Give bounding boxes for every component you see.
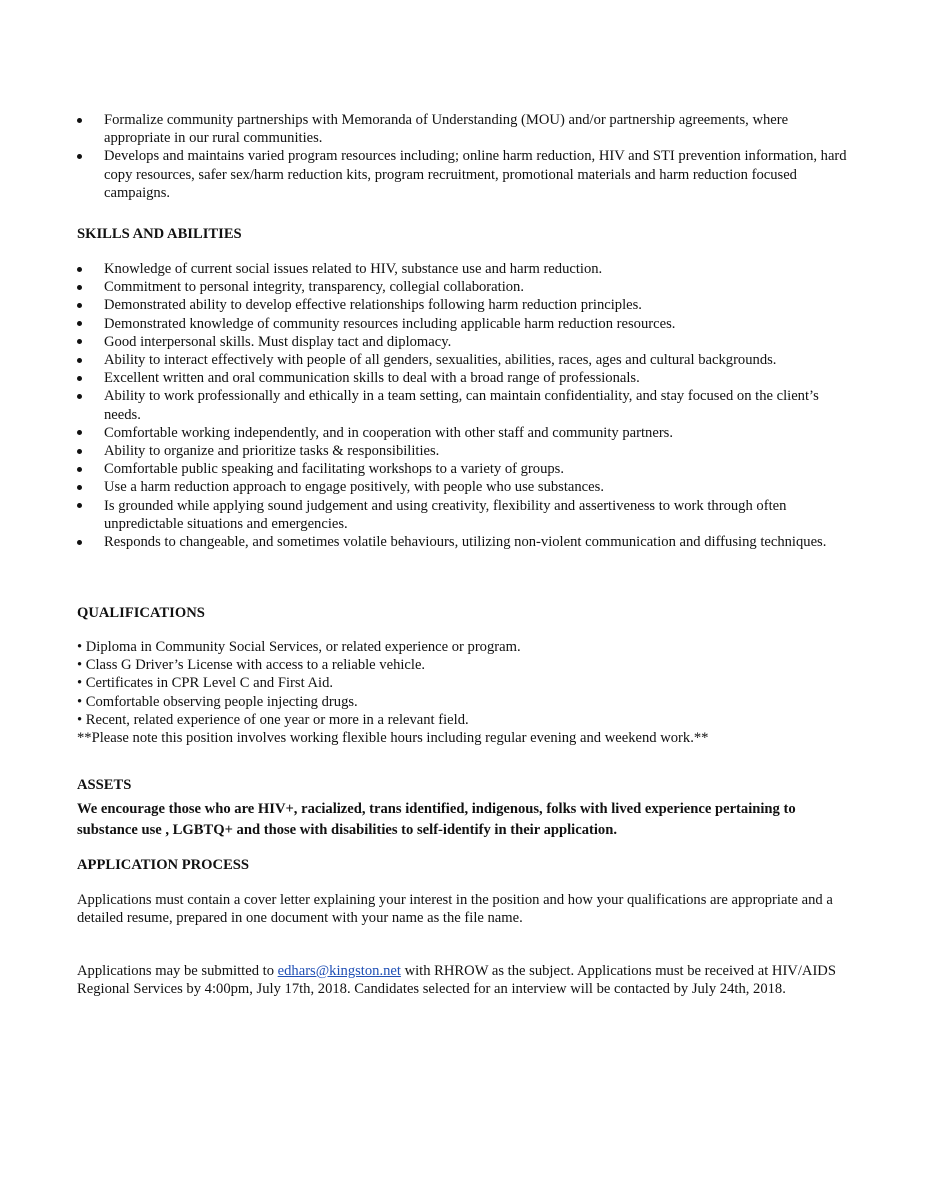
bullet-icon [77, 285, 82, 290]
bullet-icon [77, 430, 82, 435]
list-item: Formalize community partnerships with Memoranda of Understanding (MOU) and/or partnership agreements, where appropriate in our rural communities. [77, 111, 857, 147]
list-item: Responds to changeable, and sometimes volatile behaviours, utilizing non-violent communication and diffusing techniques. [77, 533, 857, 551]
bullet-icon [77, 339, 82, 344]
bullet-icon [77, 394, 82, 399]
assets-heading: ASSETS [77, 777, 132, 793]
list-item: Commitment to personal integrity, transparency, collegial collaboration. [77, 278, 857, 296]
list-item: Ability to work professionally and ethically in a team setting, can maintain confidentiality, and stay focused on the client’s needs. [77, 387, 857, 423]
bullet-icon [77, 503, 82, 508]
responsibilities-list [77, 111, 857, 202]
list-item: Is grounded while applying sound judgement and using creativity, flexibility and assertiveness to work through often unpredictable situations and emergencies. [77, 497, 857, 533]
bullet-icon [77, 485, 82, 490]
skills-list [77, 260, 857, 551]
schedule-note: **Please note this position involves working flexible hours including regular evening and weekend work.** [77, 730, 709, 747]
list-item: Comfortable public speaking and facilitating workshops to a variety of groups. [77, 460, 857, 478]
bullet-icon [77, 449, 82, 454]
bullet-icon [77, 321, 82, 326]
application-heading: APPLICATION PROCESS [77, 857, 250, 873]
qualification-line: • Diploma in Community Social Services, or related experience or program. [77, 639, 521, 655]
qualification-line: • Class G Driver’s License with access to a reliable vehicle. [77, 657, 426, 674]
bullet-icon [77, 154, 82, 159]
list-item: Demonstrated knowledge of community resources including applicable harm reduction resources. [77, 315, 857, 333]
list-item: Comfortable working independently, and in cooperation with other staff and community partners. [77, 424, 857, 442]
email-link[interactable]: edhars@kingston.net [277, 963, 401, 979]
bullet-icon [77, 358, 82, 363]
application-paragraph: Applications must contain a cover letter explaining your interest in the position and how your qualifications are appropriate and a detailed resume, prepared in one document with your name as the file name. [77, 892, 833, 927]
qualifications-heading: QUALIFICATIONS [77, 605, 205, 621]
bullet-icon [77, 540, 82, 545]
qualification-line: • Certificates in CPR Level C and First Aid. [77, 675, 334, 692]
list-item: Develops and maintains varied program resources including; online harm reduction, HIV and STI prevention information, hard copy resources, safer sex/harm reduction kits, program recruitment, promotional materials and harm reduction focused campaigns. [77, 147, 857, 202]
bullet-icon [77, 303, 82, 308]
skills-heading: SKILLS AND ABILITIES [77, 226, 242, 242]
bullet-icon [77, 118, 82, 123]
bullet-icon [77, 267, 82, 272]
list-item: Use a harm reduction approach to engage positively, with people who use substances. [77, 478, 857, 496]
list-item: Knowledge of current social issues related to HIV, substance use and harm reduction. [77, 260, 857, 278]
submission-paragraph: Applications may be submitted to edhars@kingston.net with RHROW as the subject. Applications must be received at HIV/AIDS Regional Services by 4:00pm, July 17th, 2018. Candidates selected for an interview will be contacted by July 24th, 2018. [77, 963, 836, 998]
list-item: Demonstrated ability to develop effective relationships following harm reduction principles. [77, 296, 857, 314]
list-item: Ability to organize and prioritize tasks & responsibilities. [77, 442, 857, 460]
list-item: Good interpersonal skills. Must display tact and diplomacy. [77, 333, 857, 351]
qualification-line: • Comfortable observing people injecting drugs. [77, 693, 358, 710]
bullet-icon [77, 467, 82, 472]
qualification-line: • Recent, related experience of one year or more in a relevant field. [77, 711, 469, 728]
list-item: Excellent written and oral communication skills to deal with a broad range of professionals. [77, 369, 857, 387]
qualifications-list [77, 638, 867, 747]
list-item: Ability to interact effectively with people of all genders, sexualities, abilities, races, ages and cultural backgrounds. [77, 351, 857, 369]
assets-statement: We encourage those who are HIV+, racialized, trans identified, indigenous, folks with lived experience pertaining to substance use , LGBTQ+ and those with disabilities to self-identify in their application. [77, 801, 796, 838]
bullet-icon [77, 376, 82, 381]
